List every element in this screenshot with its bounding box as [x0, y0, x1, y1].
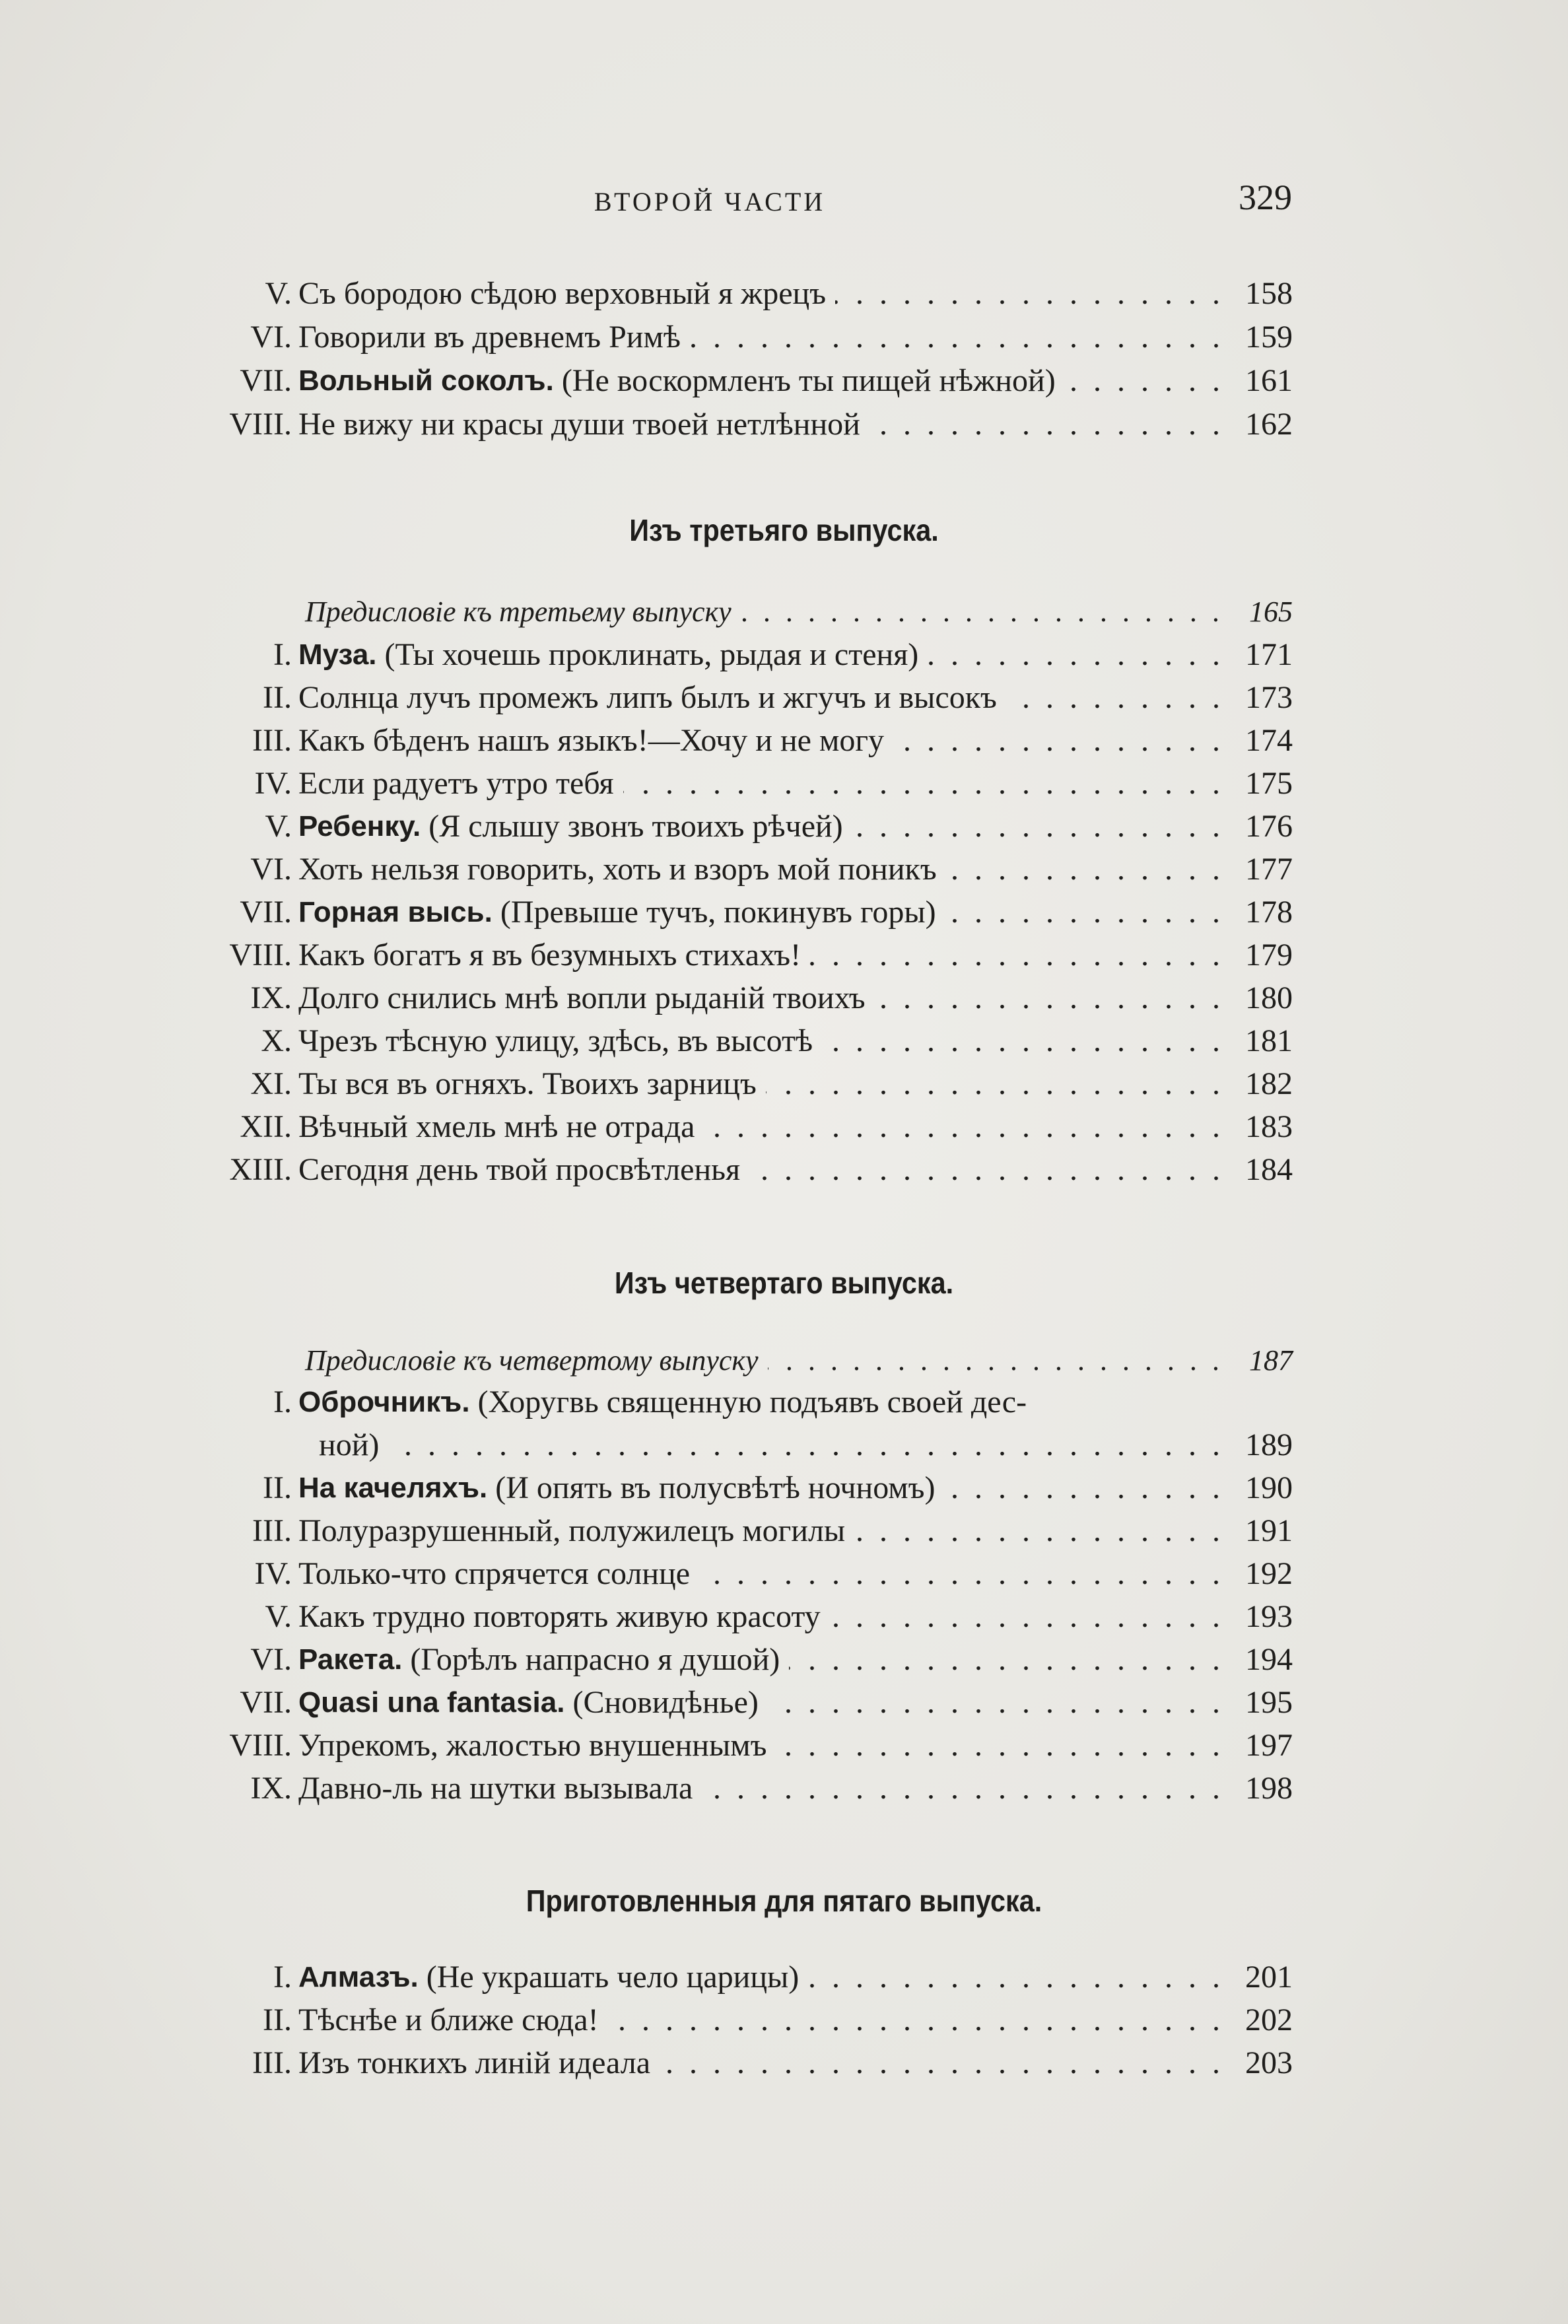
dot-leader — [699, 1552, 1224, 1596]
entry-text: (Хоругвь священную подъявъ своей дес- — [477, 1384, 1027, 1419]
entry-page: 195 — [1245, 1685, 1293, 1720]
entry-text: (Ты хочешь проклинать, рыдая и стеня) — [384, 637, 919, 672]
toc-entry — [0, 1956, 1568, 1999]
toc-entry — [0, 403, 1568, 446]
entry-text: Сегодня день твой просвѣтленья — [298, 1152, 741, 1187]
dot-leader — [768, 1339, 1224, 1383]
toc-entry — [0, 590, 1568, 634]
entry-text: Какъ богатъ я въ безумныхъ стихахъ! — [298, 938, 801, 973]
entry-text: Какъ бѣденъ нашъ языкъ!—Хочу и не могу — [298, 723, 885, 758]
toc-entry — [0, 719, 1568, 763]
entry-text: Если радуетъ утро тебя — [298, 766, 614, 801]
entry-numeral: I. — [273, 637, 292, 672]
entry-text: (Не украшать чело царицы) — [426, 1960, 800, 1995]
toc-entry — [0, 2041, 1568, 2085]
toc-entry — [0, 891, 1568, 934]
toc-entry — [0, 1595, 1568, 1639]
entry-page: 203 — [1245, 2045, 1293, 2080]
entry-page: 174 — [1245, 723, 1293, 758]
entry-text: Ты вся въ огняхъ. Твоихъ зарницъ — [298, 1066, 757, 1101]
entry-page: 201 — [1245, 1960, 1293, 1995]
dot-leader — [893, 719, 1224, 763]
dot-leader — [766, 1062, 1224, 1106]
page-number: 329 — [1239, 178, 1292, 217]
entry-text: Съ бородою сѣдою верховный я жрецъ — [298, 276, 827, 311]
toc-entry — [0, 1148, 1568, 1192]
dot-leader — [623, 762, 1224, 805]
entry-page: 192 — [1245, 1556, 1293, 1591]
dot-leader — [1065, 359, 1224, 403]
entry-page: 161 — [1245, 363, 1293, 398]
entry-title: Горная высь. — [298, 896, 493, 928]
dot-leader — [690, 316, 1224, 359]
entry-text: Предисловіе къ четвертому выпуску — [305, 1344, 759, 1377]
entry-page: 178 — [1245, 895, 1293, 930]
toc-entry — [0, 1999, 1568, 2042]
entry-numeral: I. — [273, 1960, 292, 1995]
toc-entry — [0, 1724, 1568, 1767]
toc-entry — [0, 1681, 1568, 1725]
entry-numeral: XIII. — [229, 1152, 292, 1187]
dot-leader — [835, 272, 1224, 316]
entry-numeral: III. — [252, 723, 292, 758]
entry-page: 175 — [1245, 766, 1293, 801]
entry-text: Давно-ль на шутки вызывала — [298, 1771, 693, 1806]
toc-entry — [0, 976, 1568, 1020]
toc-entry — [0, 1339, 1568, 1383]
toc-entry — [0, 1105, 1568, 1149]
entry-page: 173 — [1245, 680, 1293, 715]
dot-leader — [702, 1767, 1224, 1810]
running-title: ВТОРОЙ ЧАСТИ — [594, 187, 826, 217]
dot-leader — [822, 1019, 1224, 1063]
dot-leader — [741, 590, 1224, 634]
entry-text: Солнца лучъ промежъ липъ былъ и жгучъ и высокъ — [298, 680, 997, 715]
entry-text: (Не воскормленъ ты пищей нѣжной) — [561, 363, 1056, 398]
entry-numeral: V. — [265, 276, 292, 311]
entry-page: 202 — [1245, 2002, 1293, 2037]
entry-page: 187 — [1249, 1344, 1293, 1377]
dot-leader — [704, 1105, 1224, 1149]
toc-entry — [0, 1767, 1568, 1810]
toc-entry — [0, 1381, 1568, 1424]
entry-text: (Сновидѣнье) — [572, 1685, 759, 1720]
dot-leader — [1006, 676, 1224, 720]
entry-page: 193 — [1245, 1599, 1293, 1634]
entry-page: 158 — [1245, 276, 1293, 311]
entry-numeral: X. — [261, 1023, 292, 1058]
entry-text: (Я слышу звонъ твоихъ рѣчей) — [428, 809, 843, 844]
toc-entry — [0, 633, 1568, 677]
entry-text: Какъ трудно повторять живую красоту — [298, 1599, 821, 1634]
entry-numeral: VII. — [240, 1685, 292, 1720]
entry-title: На качеляхъ. — [298, 1472, 488, 1504]
entry-text: Предисловіе къ третьему выпуску — [305, 596, 732, 628]
entry-page: 176 — [1245, 809, 1293, 844]
entry-title: Ракета. — [298, 1643, 403, 1676]
dot-leader — [660, 2041, 1224, 2085]
entry-numeral: IX. — [250, 1771, 292, 1806]
entry-title: Муза. — [298, 638, 377, 671]
toc-entry — [0, 934, 1568, 977]
toc-entry — [0, 1638, 1568, 1682]
entry-text: Хоть нельзя говорить, хоть и взоръ мой поникъ — [298, 852, 937, 887]
entry-text: (Превыше тучъ, покинувъ горы) — [500, 895, 936, 930]
entry-numeral: IV. — [254, 1556, 292, 1591]
entry-numeral: VIII. — [229, 938, 292, 973]
entry-title: Алмазъ. — [298, 1961, 419, 1993]
entry-title: Ребенку. — [298, 810, 421, 842]
entry-page: 162 — [1245, 407, 1293, 442]
toc-entry — [0, 762, 1568, 805]
entry-page: 182 — [1245, 1066, 1293, 1101]
entry-page: 159 — [1245, 320, 1293, 355]
entry-page: 165 — [1249, 596, 1293, 628]
entry-text: Вѣчный хмель мнѣ не отрада — [298, 1109, 695, 1144]
entry-text: Упрекомъ, жалостью внушеннымъ — [298, 1728, 767, 1763]
dot-leader — [830, 1595, 1224, 1639]
toc-entry — [0, 1062, 1568, 1106]
toc-entry — [0, 1509, 1568, 1553]
dot-leader — [789, 1638, 1224, 1682]
entry-title: Оброчникъ. — [298, 1386, 470, 1418]
toc-entry — [0, 1423, 1568, 1467]
entry-page: 183 — [1245, 1109, 1293, 1144]
entry-text: Долго снились мнѣ вопли рыданій твоихъ — [298, 980, 866, 1015]
entry-page: 191 — [1245, 1513, 1293, 1548]
dot-leader — [944, 1466, 1224, 1510]
entry-text: (Горѣлъ напрасно я душой) — [410, 1642, 780, 1677]
entry-text: ной) — [319, 1427, 380, 1462]
entry-numeral: V. — [265, 1599, 292, 1634]
dot-leader — [869, 403, 1224, 446]
toc-entry — [0, 1019, 1568, 1063]
entry-page: 179 — [1245, 938, 1293, 973]
entry-text: Чрезъ тѣсную улицу, здѣсь, въ высотѣ — [298, 1023, 813, 1058]
section-heading: Приготовленныя для пятаго выпуска. — [526, 1884, 1042, 1918]
entry-title: Вольный соколъ. — [298, 364, 554, 397]
dot-leader — [776, 1724, 1224, 1767]
toc-entry — [0, 1466, 1568, 1510]
dot-leader — [854, 1509, 1224, 1553]
toc-entry — [0, 676, 1568, 720]
entry-page: 197 — [1245, 1728, 1293, 1763]
entry-page: 198 — [1245, 1771, 1293, 1806]
entry-page: 171 — [1245, 637, 1293, 672]
entry-text: Изъ тонкихъ линій идеала — [298, 2045, 650, 2080]
entry-numeral: II. — [263, 2002, 292, 2037]
entry-numeral: VIII. — [229, 1728, 292, 1763]
section-heading: Изъ третьяго выпуска. — [629, 513, 939, 547]
entry-page: 184 — [1245, 1152, 1293, 1187]
entry-page: 189 — [1245, 1427, 1293, 1462]
dot-leader — [388, 1423, 1224, 1467]
entry-page: 181 — [1245, 1023, 1293, 1058]
dot-leader — [749, 1148, 1224, 1192]
entry-text: Полуразрушенный, полужилецъ могилы — [298, 1513, 846, 1548]
entry-numeral: VII. — [240, 363, 292, 398]
entry-numeral: V. — [265, 809, 292, 844]
section-heading: Изъ четвертаго выпуска. — [614, 1266, 954, 1300]
entry-text: Только-что спрячется солнце — [298, 1556, 691, 1591]
entry-page: 177 — [1245, 852, 1293, 887]
entry-numeral: VI. — [250, 320, 292, 355]
entry-numeral: I. — [273, 1384, 292, 1419]
entry-page: 180 — [1245, 980, 1293, 1015]
dot-leader — [810, 934, 1224, 977]
entry-numeral: VII. — [240, 895, 292, 930]
entry-numeral: IV. — [254, 766, 292, 801]
toc-entry — [0, 359, 1568, 403]
entry-numeral: II. — [263, 680, 292, 715]
dot-leader — [768, 1681, 1224, 1725]
entry-numeral: IX. — [250, 980, 292, 1015]
entry-numeral: III. — [252, 2045, 292, 2080]
entry-numeral: VIII. — [229, 407, 292, 442]
entry-text: Тѣснѣе и ближе сюда! — [298, 2002, 599, 2037]
entry-title: Quasi una fantasia. — [298, 1686, 565, 1719]
dot-leader — [808, 1956, 1224, 1999]
entry-page: 190 — [1245, 1470, 1293, 1505]
toc-entry — [0, 805, 1568, 848]
toc-entry — [0, 848, 1568, 891]
dot-leader — [945, 891, 1224, 934]
toc-entry — [0, 272, 1568, 316]
dot-leader — [608, 1999, 1224, 2042]
entry-text: (И опять въ полусвѣтѣ ночномъ) — [495, 1470, 936, 1505]
toc-entry — [0, 316, 1568, 359]
toc-entry — [0, 1552, 1568, 1596]
dot-leader — [928, 633, 1224, 677]
entry-numeral: II. — [263, 1470, 292, 1505]
entry-numeral: III. — [252, 1513, 292, 1548]
entry-numeral: XI. — [250, 1066, 292, 1101]
entry-text: Говорили въ древнемъ Римѣ — [298, 320, 681, 355]
entry-numeral: XII. — [240, 1109, 292, 1144]
dot-leader — [875, 976, 1224, 1020]
entry-text: Не вижу ни красы души твоей нетлѣнной — [298, 407, 860, 442]
entry-page: 194 — [1245, 1642, 1293, 1677]
entry-numeral: VI. — [250, 852, 292, 887]
dot-leader — [946, 848, 1224, 891]
dot-leader — [852, 805, 1224, 848]
entry-numeral: VI. — [250, 1642, 292, 1677]
